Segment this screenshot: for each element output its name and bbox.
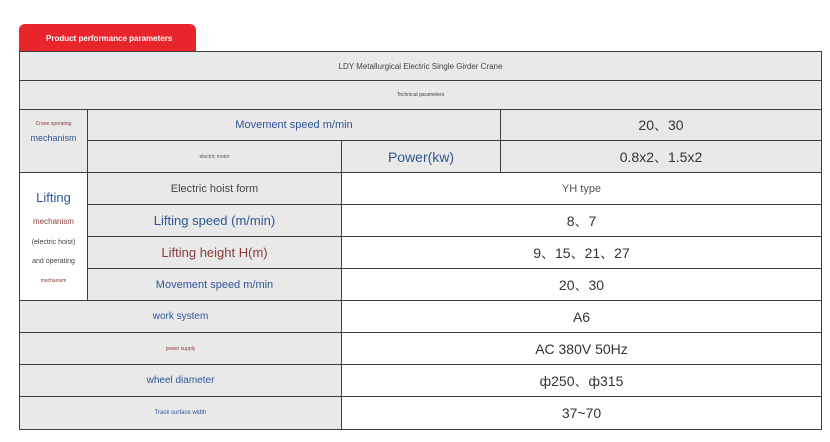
lifting-group-line2: mechanism: [33, 217, 74, 226]
power-label-text: Power(kw): [387, 148, 455, 165]
lifting-movement-speed-value-text: 20、30: [558, 276, 605, 293]
power-label: [341, 140, 501, 173]
crane-operating-group: [19, 109, 88, 173]
lifting-speed-label-text: Lifting speed (m/min): [153, 213, 276, 228]
crane-group-line1: Crane operating: [35, 121, 72, 128]
crane-movement-speed-value-text: 20、30: [638, 117, 684, 133]
lifting-group-line1: Lifting: [36, 189, 71, 205]
power-supply-label: [19, 332, 342, 365]
track-width-value: [341, 396, 822, 430]
track-width-value-text: 37~70: [561, 405, 602, 421]
crane-movement-speed-label: [87, 109, 501, 141]
lifting-height-label: [87, 236, 342, 269]
lifting-height-label-text: Lifting height H(m): [161, 245, 268, 260]
wheel-diameter-label-text: wheel diameter: [146, 375, 215, 386]
lifting-group-line5: mechanism: [40, 277, 67, 284]
tab-product-performance[interactable]: [19, 24, 196, 52]
power-supply-label-text: power supply: [165, 345, 196, 352]
electric-motor-label-text: electric motor: [199, 153, 230, 160]
power-value-text: 0.8x2、1.5x2: [619, 148, 703, 165]
lifting-speed-value: [341, 204, 822, 237]
wheel-diameter-value: [341, 364, 822, 397]
lifting-height-value: [341, 236, 822, 269]
table-subtitle: [19, 80, 822, 110]
work-system-label-text: work system: [152, 311, 209, 322]
power-supply-value: [341, 332, 822, 365]
lifting-group-line4: and operating: [32, 258, 75, 265]
crane-group-line2: mechanism: [30, 132, 77, 143]
crane-movement-speed-value: [500, 109, 822, 141]
hoist-form-label-text: Electric hoist form: [170, 182, 259, 195]
work-system-value: [341, 300, 822, 333]
wheel-diameter-value-text: ф250、ф315: [539, 372, 624, 389]
work-system-label: [19, 300, 342, 333]
work-system-value-text: A6: [572, 308, 591, 325]
electric-motor-label: [87, 140, 342, 173]
crane-movement-speed-label-text: Movement speed m/min: [235, 119, 353, 131]
hoist-form-label: [87, 172, 342, 205]
lifting-movement-speed-label-text: Movement speed m/min: [155, 278, 274, 291]
track-width-label: [19, 396, 342, 430]
lifting-height-value-text: 9、15、21、27: [533, 244, 630, 261]
hoist-form-value: [341, 172, 822, 205]
table-title-text: LDY Metallurgical Electric Single Girder Crane: [338, 61, 503, 71]
lifting-movement-speed-label: [87, 268, 342, 301]
lifting-mechanism-group: [19, 172, 88, 301]
lifting-movement-speed-value: [341, 268, 822, 301]
table-subtitle-text: Technical parameters: [396, 92, 445, 98]
tab-label: Product performance parameters: [46, 33, 173, 43]
power-value: [500, 140, 822, 173]
wheel-diameter-label: [19, 364, 342, 397]
lifting-speed-value-text: 8、7: [566, 212, 597, 229]
lifting-speed-label: [87, 204, 342, 237]
lifting-group-line3: (electric hoist): [31, 238, 76, 246]
table-title: [19, 51, 822, 81]
track-width-label-text: Track surface width: [154, 410, 207, 416]
power-supply-value-text: AC 380V 50Hz: [535, 340, 628, 357]
hoist-form-value-text: YH type: [561, 182, 602, 195]
